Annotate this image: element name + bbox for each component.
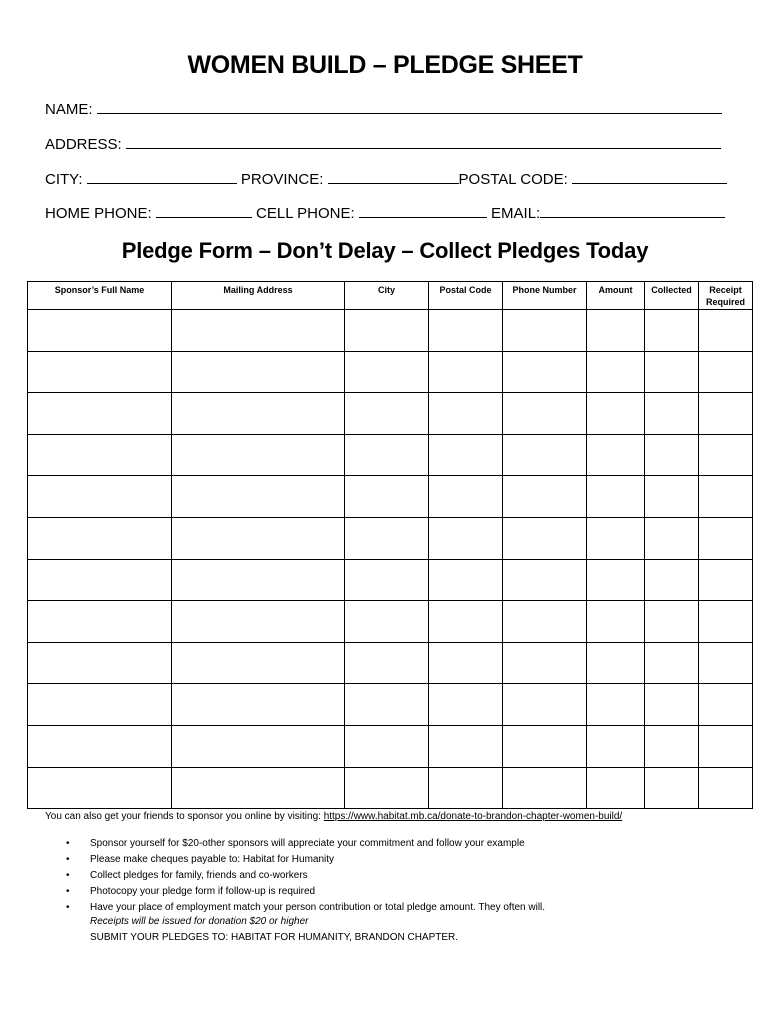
- phone-number-cell[interactable]: [503, 725, 587, 767]
- mailing-address-cell[interactable]: [172, 601, 345, 643]
- city-cell[interactable]: [345, 310, 429, 352]
- amount-cell[interactable]: [587, 642, 645, 684]
- table-row: [28, 601, 753, 643]
- postal-code-cell[interactable]: [429, 642, 503, 684]
- city-province-postal-row: [45, 170, 727, 188]
- amount-cell[interactable]: [587, 476, 645, 518]
- city-cell[interactable]: [345, 642, 429, 684]
- pledge-table: [27, 281, 753, 809]
- province-field[interactable]: [328, 170, 459, 184]
- phone-number-cell[interactable]: [503, 434, 587, 476]
- city-cell[interactable]: [345, 393, 429, 435]
- donation-link[interactable]: https://www.habitat.mb.ca/donate-to-brandon-chapter-women-build/: [323, 811, 623, 822]
- collected-cell[interactable]: [645, 393, 699, 435]
- city-label: CITY:: [45, 171, 83, 188]
- collected-cell[interactable]: [645, 434, 699, 476]
- mailing-address-cell[interactable]: [172, 351, 345, 393]
- collected-cell[interactable]: [645, 684, 699, 726]
- amount-cell[interactable]: [587, 559, 645, 601]
- home-phone-label: HOME PHONE:: [45, 205, 152, 222]
- city-cell[interactable]: [345, 434, 429, 476]
- instruction-text: Collect pledges for family, friends and co-workers: [90, 870, 308, 881]
- collected-cell[interactable]: [645, 310, 699, 352]
- column-header-city: City: [345, 282, 429, 310]
- sponsor-name-cell[interactable]: [28, 517, 172, 559]
- amount-cell[interactable]: [587, 351, 645, 393]
- receipt-required-cell[interactable]: [699, 351, 753, 393]
- instruction-text: Photocopy your pledge form if follow-up is required: [90, 886, 316, 897]
- receipt-required-cell[interactable]: [699, 684, 753, 726]
- postal-code-cell[interactable]: [429, 767, 503, 809]
- postal-code-cell[interactable]: [429, 476, 503, 518]
- column-header-phone-number: Phone Number: [503, 282, 587, 310]
- phone-number-cell[interactable]: [503, 476, 587, 518]
- pledge-form-heading: Pledge Form – Don’t Delay – Collect Pledges Today: [121, 238, 649, 263]
- sponsor-name-cell[interactable]: [28, 767, 172, 809]
- city-cell[interactable]: [345, 684, 429, 726]
- postal-code-cell[interactable]: [429, 559, 503, 601]
- receipt-required-cell[interactable]: [699, 767, 753, 809]
- sponsor-name-cell[interactable]: [28, 684, 172, 726]
- city-cell[interactable]: [345, 476, 429, 518]
- bullet-icon: •: [66, 854, 70, 865]
- column-header-mailing-address: Mailing Address: [172, 282, 345, 310]
- mailing-address-cell[interactable]: [172, 393, 345, 435]
- postal-code-cell[interactable]: [429, 517, 503, 559]
- receipt-required-cell[interactable]: [699, 642, 753, 684]
- table-row: [28, 725, 753, 767]
- bullet-icon: •: [66, 902, 70, 913]
- collected-cell[interactable]: [645, 351, 699, 393]
- mailing-address-cell[interactable]: [172, 434, 345, 476]
- amount-cell[interactable]: [587, 725, 645, 767]
- phone-number-cell[interactable]: [503, 310, 587, 352]
- phone-number-cell[interactable]: [503, 393, 587, 435]
- sponsor-name-cell[interactable]: [28, 434, 172, 476]
- instruction-text: Have your place of employment match your person contribution or total pledge amount. They often will.: [90, 902, 546, 913]
- sponsor-name-cell[interactable]: [28, 476, 172, 518]
- column-header-receipt-required: Receipt Required: [699, 282, 753, 310]
- table-row: [28, 434, 753, 476]
- sponsor-name-cell[interactable]: [28, 725, 172, 767]
- online-sponsor-note: [45, 811, 622, 822]
- mailing-address-cell[interactable]: [172, 559, 345, 601]
- phone-number-cell[interactable]: [503, 351, 587, 393]
- table-row: [28, 767, 753, 809]
- instruction-text: Sponsor yourself for $20-other sponsors will appreciate your commitment and follow your example: [90, 838, 525, 849]
- column-header-sponsor-name: Sponsor’s Full Name: [28, 282, 172, 310]
- phone-number-cell[interactable]: [503, 642, 587, 684]
- table-row: [28, 351, 753, 393]
- postal-code-cell[interactable]: [429, 684, 503, 726]
- address-label: ADDRESS:: [45, 136, 122, 153]
- city-cell[interactable]: [345, 351, 429, 393]
- name-label: NAME:: [45, 101, 93, 118]
- table-row: [28, 310, 753, 352]
- sponsor-name-cell[interactable]: [28, 559, 172, 601]
- postal-code-cell[interactable]: [429, 351, 503, 393]
- column-header-amount: Amount: [587, 282, 645, 310]
- receipt-required-cell[interactable]: [699, 393, 753, 435]
- postal-code-cell[interactable]: [429, 393, 503, 435]
- phone-email-row: [45, 204, 725, 222]
- table-row: [28, 559, 753, 601]
- sponsor-name-cell[interactable]: [28, 642, 172, 684]
- list-item: [66, 837, 545, 853]
- postal-code-field[interactable]: [572, 170, 727, 184]
- amount-cell[interactable]: [587, 684, 645, 726]
- receipt-required-cell[interactable]: [699, 601, 753, 643]
- collected-cell[interactable]: [645, 601, 699, 643]
- city-cell[interactable]: [345, 517, 429, 559]
- receipt-required-cell[interactable]: [699, 517, 753, 559]
- receipts-note: Receipts will be issued for donation $20 or higher: [90, 916, 309, 927]
- amount-cell[interactable]: [587, 434, 645, 476]
- mailing-address-cell[interactable]: [172, 767, 345, 809]
- phone-number-cell[interactable]: [503, 767, 587, 809]
- collected-cell[interactable]: [645, 642, 699, 684]
- cell-phone-field[interactable]: [359, 204, 487, 218]
- city-cell[interactable]: [345, 767, 429, 809]
- receipt-required-cell[interactable]: [699, 434, 753, 476]
- mailing-address-cell[interactable]: [172, 725, 345, 767]
- home-phone-field[interactable]: [156, 204, 252, 218]
- column-header-collected: Collected: [645, 282, 699, 310]
- instruction-text: Please make cheques payable to: Habitat for Humanity: [90, 854, 335, 865]
- collected-cell[interactable]: [645, 517, 699, 559]
- collected-cell[interactable]: [645, 725, 699, 767]
- mailing-address-cell[interactable]: [172, 517, 345, 559]
- table-row: [28, 393, 753, 435]
- amount-cell[interactable]: [587, 601, 645, 643]
- submit-note: SUBMIT YOUR PLEDGES TO: HABITAT FOR HUMANITY, BRANDON CHAPTER.: [90, 932, 459, 943]
- table-row: [28, 642, 753, 684]
- city-cell[interactable]: [345, 559, 429, 601]
- table-row: [28, 476, 753, 518]
- sponsor-name-cell[interactable]: [28, 393, 172, 435]
- phone-number-cell[interactable]: [503, 601, 587, 643]
- amount-cell[interactable]: [587, 767, 645, 809]
- list-item: [66, 885, 545, 901]
- table-row: [28, 517, 753, 559]
- email-field[interactable]: [540, 204, 725, 218]
- mailing-address-cell[interactable]: [172, 310, 345, 352]
- cell-phone-label: CELL PHONE:: [256, 205, 355, 222]
- list-item: [66, 853, 545, 869]
- amount-cell[interactable]: [587, 393, 645, 435]
- sponsor-name-cell[interactable]: [28, 310, 172, 352]
- collected-cell[interactable]: [645, 559, 699, 601]
- receipt-required-cell[interactable]: [699, 476, 753, 518]
- bullet-icon: •: [66, 838, 70, 849]
- postal-code-cell[interactable]: [429, 601, 503, 643]
- province-label: PROVINCE:: [240, 171, 324, 188]
- instructions-list: [66, 837, 545, 917]
- bullet-icon: •: [66, 886, 70, 897]
- receipt-required-cell[interactable]: [699, 559, 753, 601]
- city-cell[interactable]: [345, 601, 429, 643]
- sponsor-name-cell[interactable]: [28, 351, 172, 393]
- amount-cell[interactable]: [587, 310, 645, 352]
- receipt-required-cell[interactable]: [699, 310, 753, 352]
- postal-code-cell[interactable]: [429, 434, 503, 476]
- address-field-row: [45, 135, 721, 153]
- bullet-icon: •: [66, 870, 70, 881]
- sponsor-name-cell[interactable]: [28, 601, 172, 643]
- mailing-address-cell[interactable]: [172, 684, 345, 726]
- page-title: WOMEN BUILD – PLEDGE SHEET: [187, 51, 583, 79]
- postal-code-label: POSTAL CODE:: [458, 171, 568, 188]
- name-field[interactable]: [97, 100, 722, 114]
- collected-cell[interactable]: [645, 767, 699, 809]
- city-field[interactable]: [87, 170, 237, 184]
- column-header-postal-code: Postal Code: [429, 282, 503, 310]
- name-field-row: [45, 100, 722, 118]
- mailing-address-cell[interactable]: [172, 476, 345, 518]
- list-item: [66, 901, 545, 917]
- online-sponsor-text: You can also get your friends to sponsor you online by visiting:: [45, 811, 324, 822]
- postal-code-cell[interactable]: [429, 310, 503, 352]
- table-row: [28, 684, 753, 726]
- amount-cell[interactable]: [587, 517, 645, 559]
- city-cell[interactable]: [345, 725, 429, 767]
- collected-cell[interactable]: [645, 476, 699, 518]
- phone-number-cell[interactable]: [503, 559, 587, 601]
- mailing-address-cell[interactable]: [172, 642, 345, 684]
- postal-code-cell[interactable]: [429, 725, 503, 767]
- pledge-table-header: [28, 282, 753, 310]
- address-field[interactable]: [126, 135, 721, 149]
- phone-number-cell[interactable]: [503, 684, 587, 726]
- list-item: [66, 869, 545, 885]
- receipt-required-cell[interactable]: [699, 725, 753, 767]
- email-label: EMAIL:: [491, 205, 541, 222]
- pledge-table-body: [28, 310, 753, 809]
- phone-number-cell[interactable]: [503, 517, 587, 559]
